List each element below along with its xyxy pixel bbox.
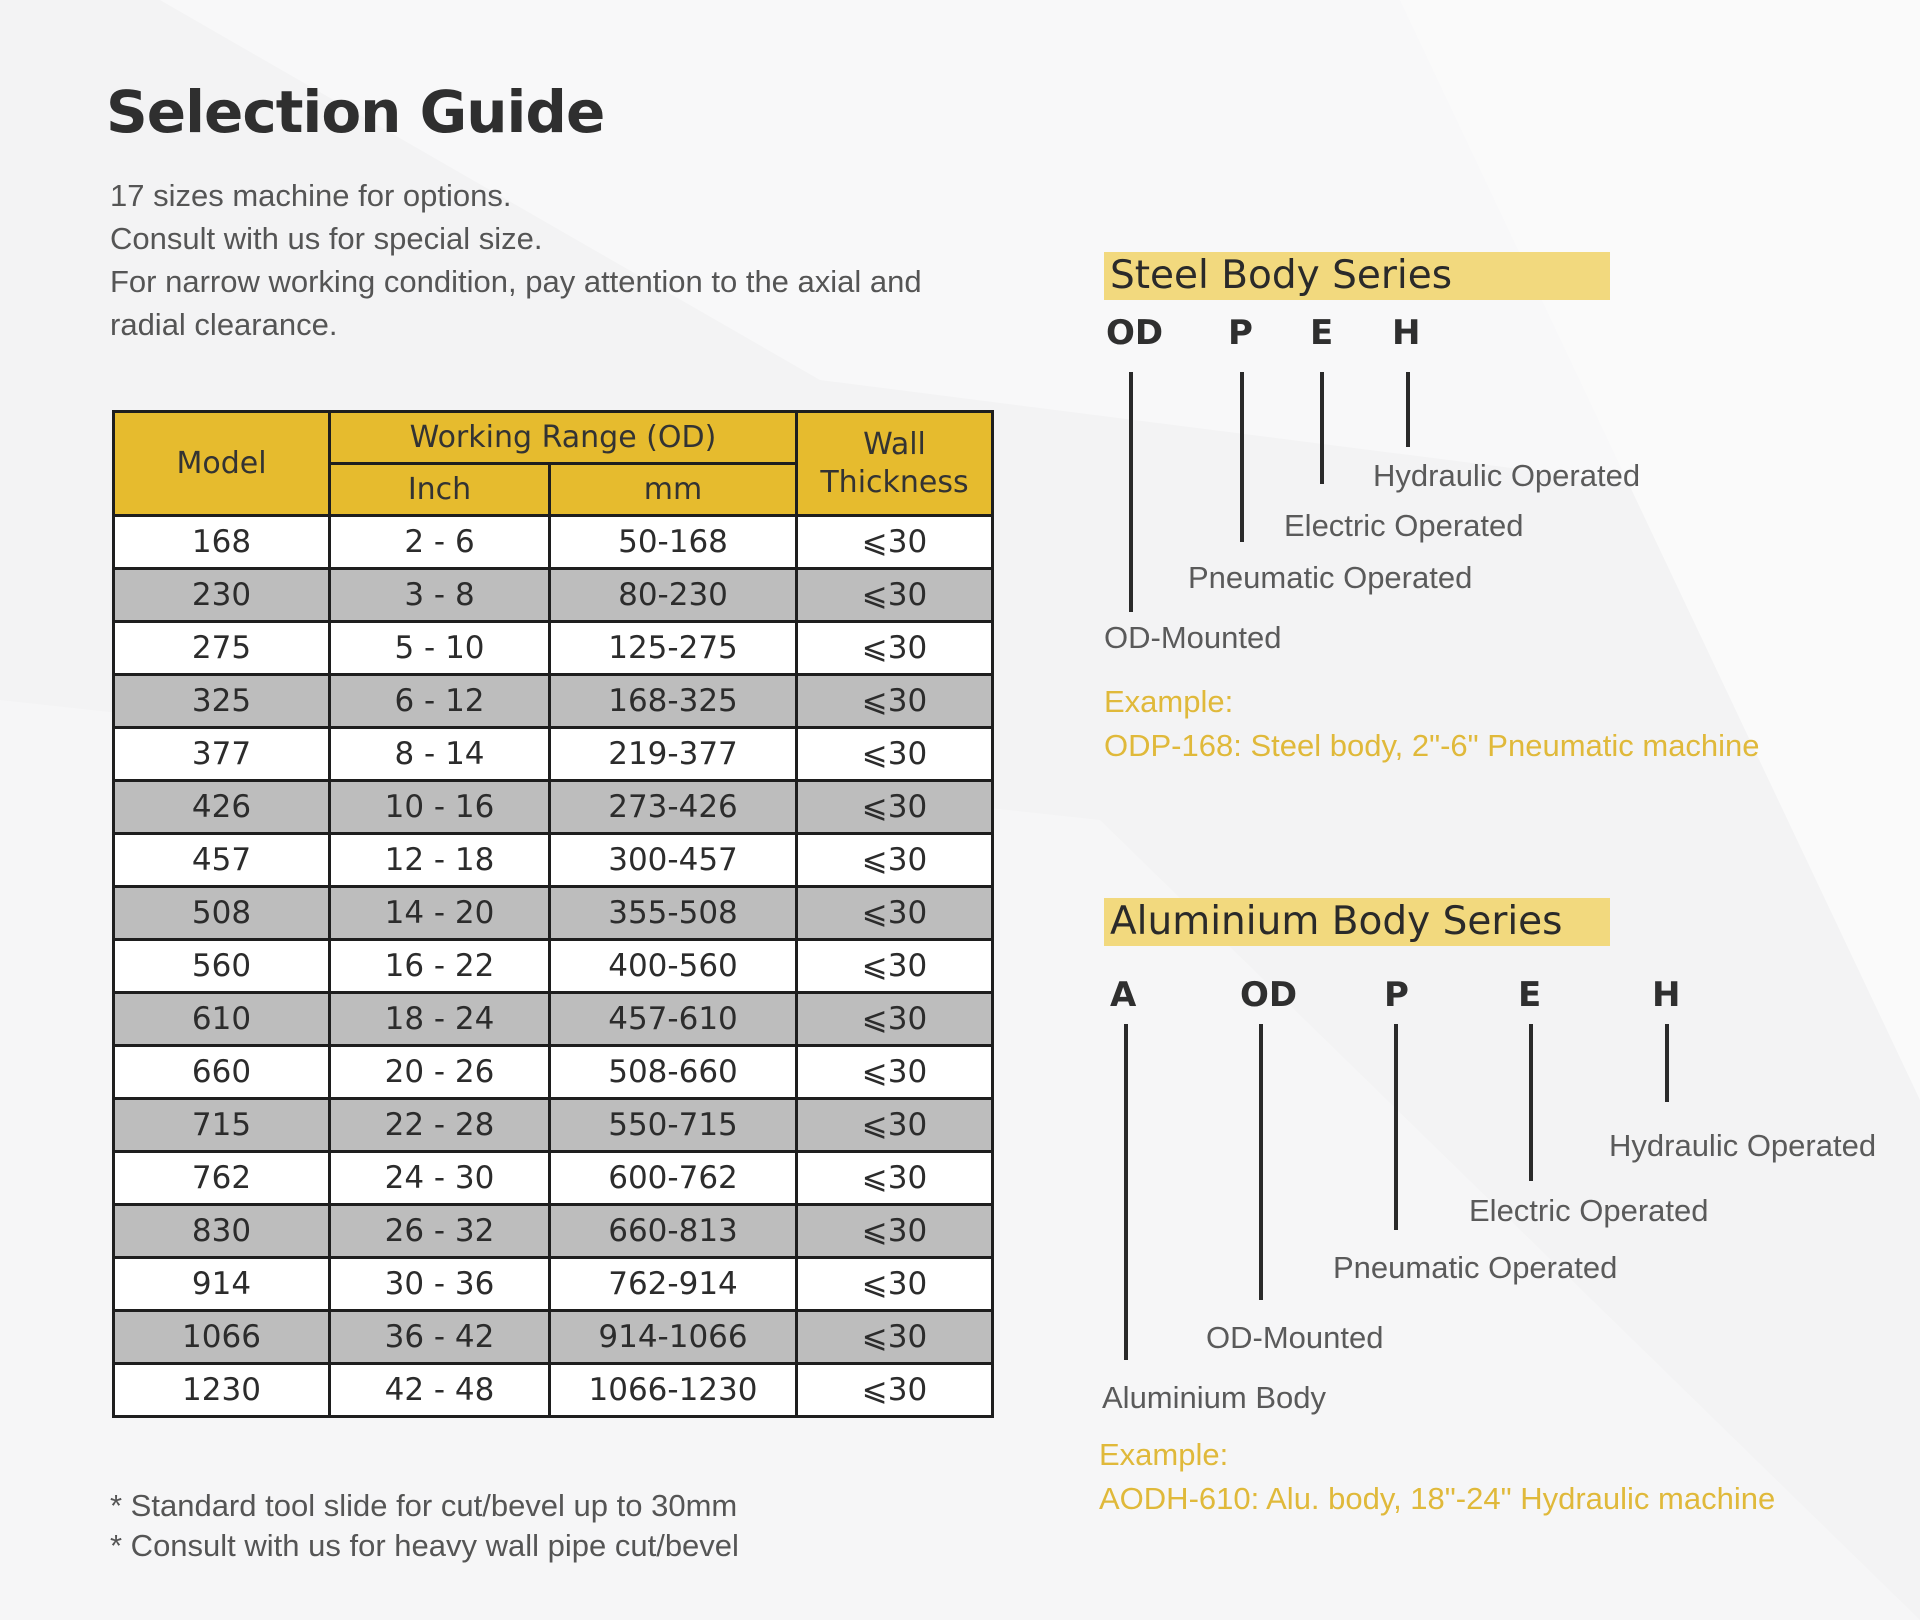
alu-code-a: A [1110,975,1137,1015]
cell-wall: ⩽30 [797,1099,993,1152]
cell-mm: 457-610 [550,993,797,1046]
intro-text [110,174,970,346]
cell-model: 1066 [114,1311,330,1364]
footnote: * Consult with us for heavy wall pipe cut/bevel [110,1528,739,1563]
cell-mm: 914-1066 [550,1311,797,1364]
cell-wall: ⩽30 [797,1205,993,1258]
alu-code-e: E [1518,975,1542,1015]
alu-label-pneumatic: Pneumatic Operated [1333,1250,1618,1285]
alu-example [1099,1433,1775,1521]
table-row [114,675,993,728]
cell-mm: 762-914 [550,1258,797,1311]
table-row [114,1046,993,1099]
cell-model: 715 [114,1099,330,1152]
table-row [114,569,993,622]
cell-inch: 6 - 12 [330,675,550,728]
table-row [114,622,993,675]
cell-inch: 10 - 16 [330,781,550,834]
cell-model: 508 [114,887,330,940]
alu-connector-od [1259,1024,1263,1300]
cell-mm: 168-325 [550,675,797,728]
cell-wall: ⩽30 [797,1046,993,1099]
cell-mm: 508-660 [550,1046,797,1099]
table-row [114,1364,993,1417]
table-row [114,1205,993,1258]
cell-wall: ⩽30 [797,675,993,728]
header-working-range: Working Range (OD) [330,412,797,464]
table-row [114,940,993,993]
cell-mm: 400-560 [550,940,797,993]
intro-line: radial clearance. [110,307,338,342]
cell-wall: ⩽30 [797,1364,993,1417]
cell-inch: 3 - 8 [330,569,550,622]
steel-code-od: OD [1106,313,1164,353]
steel-code-p: P [1228,313,1253,353]
cell-mm: 600-762 [550,1152,797,1205]
steel-label-od-mounted: OD-Mounted [1104,620,1282,655]
steel-connector-h [1406,372,1410,447]
alu-code-p: P [1384,975,1409,1015]
cell-inch: 20 - 26 [330,1046,550,1099]
steel-code-h: H [1392,313,1421,353]
alu-label-od-mounted: OD-Mounted [1206,1320,1384,1355]
header-wall-line: Thickness [820,464,969,500]
cell-mm: 273-426 [550,781,797,834]
cell-model: 168 [114,516,330,569]
cell-wall: ⩽30 [797,1258,993,1311]
table-row [114,1258,993,1311]
steel-label-pneumatic: Pneumatic Operated [1188,560,1473,595]
steel-code-e: E [1310,313,1334,353]
intro-line: 17 sizes machine for options. [110,178,512,213]
footnote: * Standard tool slide for cut/bevel up to 30mm [110,1488,738,1523]
cell-model: 610 [114,993,330,1046]
alu-connector-p [1394,1024,1398,1230]
table-row [114,834,993,887]
alu-label-aluminium-body: Aluminium Body [1102,1380,1326,1415]
steel-example-text: ODP-168: Steel body, 2"-6" Pneumatic machine [1104,728,1760,763]
cell-mm: 125-275 [550,622,797,675]
alu-code-h: H [1652,975,1681,1015]
table-row [114,887,993,940]
header-model: Model [114,412,330,516]
alu-code-od: OD [1240,975,1298,1015]
alu-label-hydraulic: Hydraulic Operated [1609,1128,1877,1163]
cell-model: 230 [114,569,330,622]
cell-mm: 660-813 [550,1205,797,1258]
cell-wall: ⩽30 [797,781,993,834]
cell-inch: 22 - 28 [330,1099,550,1152]
cell-mm: 355-508 [550,887,797,940]
cell-wall: ⩽30 [797,993,993,1046]
cell-wall: ⩽30 [797,887,993,940]
cell-wall: ⩽30 [797,728,993,781]
cell-inch: 12 - 18 [330,834,550,887]
intro-line: For narrow working condition, pay attention to the axial and [110,264,922,299]
table-row [114,1099,993,1152]
intro-line: Consult with us for special size. [110,221,543,256]
cell-inch: 36 - 42 [330,1311,550,1364]
selection-table [112,410,994,1418]
cell-model: 660 [114,1046,330,1099]
table-row [114,728,993,781]
cell-inch: 5 - 10 [330,622,550,675]
cell-inch: 14 - 20 [330,887,550,940]
steel-series-title: Steel Body Series [1104,252,1610,300]
cell-model: 762 [114,1152,330,1205]
page-title: Selection Guide [106,78,605,146]
cell-mm: 550-715 [550,1099,797,1152]
table-row [114,516,993,569]
header-wall-line: Wall [863,426,926,462]
cell-inch: 2 - 6 [330,516,550,569]
header-mm: mm [550,464,797,516]
cell-inch: 42 - 48 [330,1364,550,1417]
cell-inch: 16 - 22 [330,940,550,993]
header-inch: Inch [330,464,550,516]
table-row [114,781,993,834]
aluminium-series-title: Aluminium Body Series [1104,898,1610,946]
header-wall-thickness [797,412,993,516]
cell-model: 275 [114,622,330,675]
cell-wall: ⩽30 [797,569,993,622]
alu-label-electric: Electric Operated [1469,1193,1709,1228]
table-row [114,1311,993,1364]
cell-wall: ⩽30 [797,940,993,993]
cell-model: 914 [114,1258,330,1311]
cell-model: 325 [114,675,330,728]
steel-example [1104,680,1760,768]
alu-example-label: Example: [1099,1437,1229,1472]
cell-wall: ⩽30 [797,516,993,569]
cell-inch: 8 - 14 [330,728,550,781]
cell-model: 560 [114,940,330,993]
cell-mm: 219-377 [550,728,797,781]
cell-mm: 1066-1230 [550,1364,797,1417]
steel-connector-od [1129,372,1133,612]
footnotes [110,1486,739,1566]
cell-inch: 30 - 36 [330,1258,550,1311]
cell-inch: 24 - 30 [330,1152,550,1205]
cell-mm: 80-230 [550,569,797,622]
cell-model: 1230 [114,1364,330,1417]
steel-connector-e [1320,372,1324,484]
steel-example-label: Example: [1104,684,1234,719]
steel-connector-p [1240,372,1244,542]
steel-label-hydraulic: Hydraulic Operated [1373,458,1641,493]
cell-model: 377 [114,728,330,781]
alu-example-text: AODH-610: Alu. body, 18"-24" Hydraulic machine [1099,1481,1776,1516]
table-row [114,993,993,1046]
alu-connector-e [1529,1024,1533,1181]
alu-connector-a [1124,1024,1128,1360]
cell-wall: ⩽30 [797,622,993,675]
table-row [114,1152,993,1205]
cell-inch: 18 - 24 [330,993,550,1046]
cell-wall: ⩽30 [797,834,993,887]
cell-model: 426 [114,781,330,834]
cell-wall: ⩽30 [797,1311,993,1364]
cell-model: 457 [114,834,330,887]
steel-label-electric: Electric Operated [1284,508,1524,543]
cell-mm: 50-168 [550,516,797,569]
alu-connector-h [1665,1024,1669,1102]
cell-inch: 26 - 32 [330,1205,550,1258]
cell-wall: ⩽30 [797,1152,993,1205]
cell-model: 830 [114,1205,330,1258]
cell-mm: 300-457 [550,834,797,887]
